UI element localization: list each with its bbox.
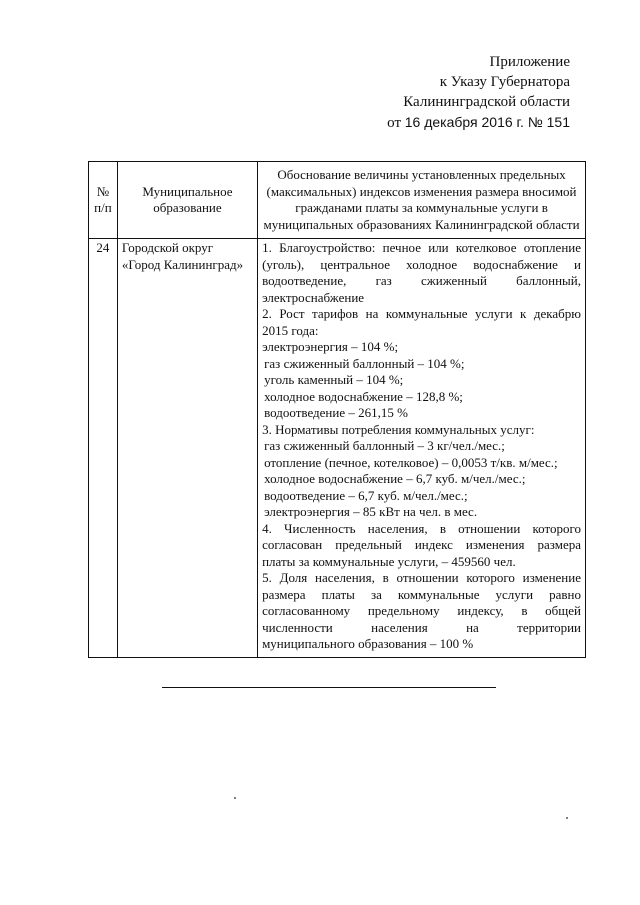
scan-speck — [566, 817, 568, 819]
justification-line: согласован предельный индекс изменения размера — [262, 537, 581, 552]
region-name: Калининградской области — [403, 94, 570, 110]
municipality-line: «Город Калининград» — [121, 256, 244, 272]
justification-line: 3. Нормативы потребления коммунальных услуг: — [262, 421, 535, 437]
justification-line: водоотведение – 261,15 % — [264, 405, 408, 420]
index-justification-table — [88, 161, 586, 658]
justification-line: 2015 года: — [262, 322, 319, 338]
date-prefix: от — [387, 115, 402, 131]
scan-speck — [234, 797, 236, 799]
justification-line: муниципального образования – 100 % — [262, 636, 474, 651]
justification-line: уголь каменный – 104 %; — [264, 372, 404, 387]
date-value: 16 декабря 2016 г. № 151 — [404, 114, 570, 130]
header-number: № п/п — [89, 162, 118, 239]
table-row — [89, 239, 586, 658]
closing-rule — [162, 687, 496, 688]
justification-line: 2. Рост тарифов на коммунальные услуги к декабрю — [262, 306, 581, 321]
justification-line: холодное водоснабжение – 128,8 %; — [264, 388, 463, 404]
justification-line: водоотведение, газ сжиженный баллонный, — [262, 273, 581, 288]
justification-line: газ сжиженный баллонный – 104 %; — [264, 355, 465, 371]
row-justification — [258, 239, 586, 658]
decree-reference: к Указу Губернатора — [439, 74, 570, 90]
justification-line: размера платы за коммунальные услуги равно — [262, 586, 581, 602]
justification-line: согласованному предельному индексу, в общей — [262, 603, 581, 618]
appendix-header — [270, 52, 570, 133]
justification-line: 4. Численность населения, в отношении которого — [262, 520, 581, 536]
justification-line: отопление (печное, котелковое) – 0,0053 т/кв. м/мес.; — [264, 454, 558, 470]
justification-line: электроснабжение — [262, 289, 365, 305]
justification-line: электроэнергия – 104 %; — [262, 339, 399, 354]
row-number: 24 — [89, 239, 118, 658]
justification-line: водоотведение – 6,7 куб. м/чел./мес.; — [264, 487, 468, 503]
justification-line: 1. Благоустройство: печное или котелковое отопление — [262, 240, 581, 255]
header-justification: Обоснование величины установленных предельных (максимальных) индексов изменения размера вносимой гражданами платы за коммунальные услуги в муниципальных образованиях Калининградской области — [258, 162, 586, 239]
justification-line: газ сжиженный баллонный – 3 кг/чел./мес.; — [264, 438, 505, 453]
justification-line: электроэнергия – 85 кВт на чел. в мес. — [264, 504, 478, 519]
justification-line: численности населения на территории — [262, 619, 581, 635]
header-municipality: Муниципальное образование — [117, 162, 257, 239]
justification-line: платы за коммунальные услуги, – 459560 чел. — [262, 553, 516, 569]
appendix-title: Приложение — [489, 54, 570, 70]
justification-line: холодное водоснабжение – 6,7 куб. м/чел./мес.; — [264, 471, 526, 486]
municipality-line: Городской округ — [121, 240, 214, 255]
table-header-row — [89, 162, 586, 239]
justification-line: 5. Доля населения, в отношении которого изменение — [262, 570, 581, 585]
row-municipality — [117, 239, 257, 658]
justification-line: (уголь), центральное холодное водоснабжение и — [262, 256, 581, 272]
decree-date — [270, 112, 570, 133]
